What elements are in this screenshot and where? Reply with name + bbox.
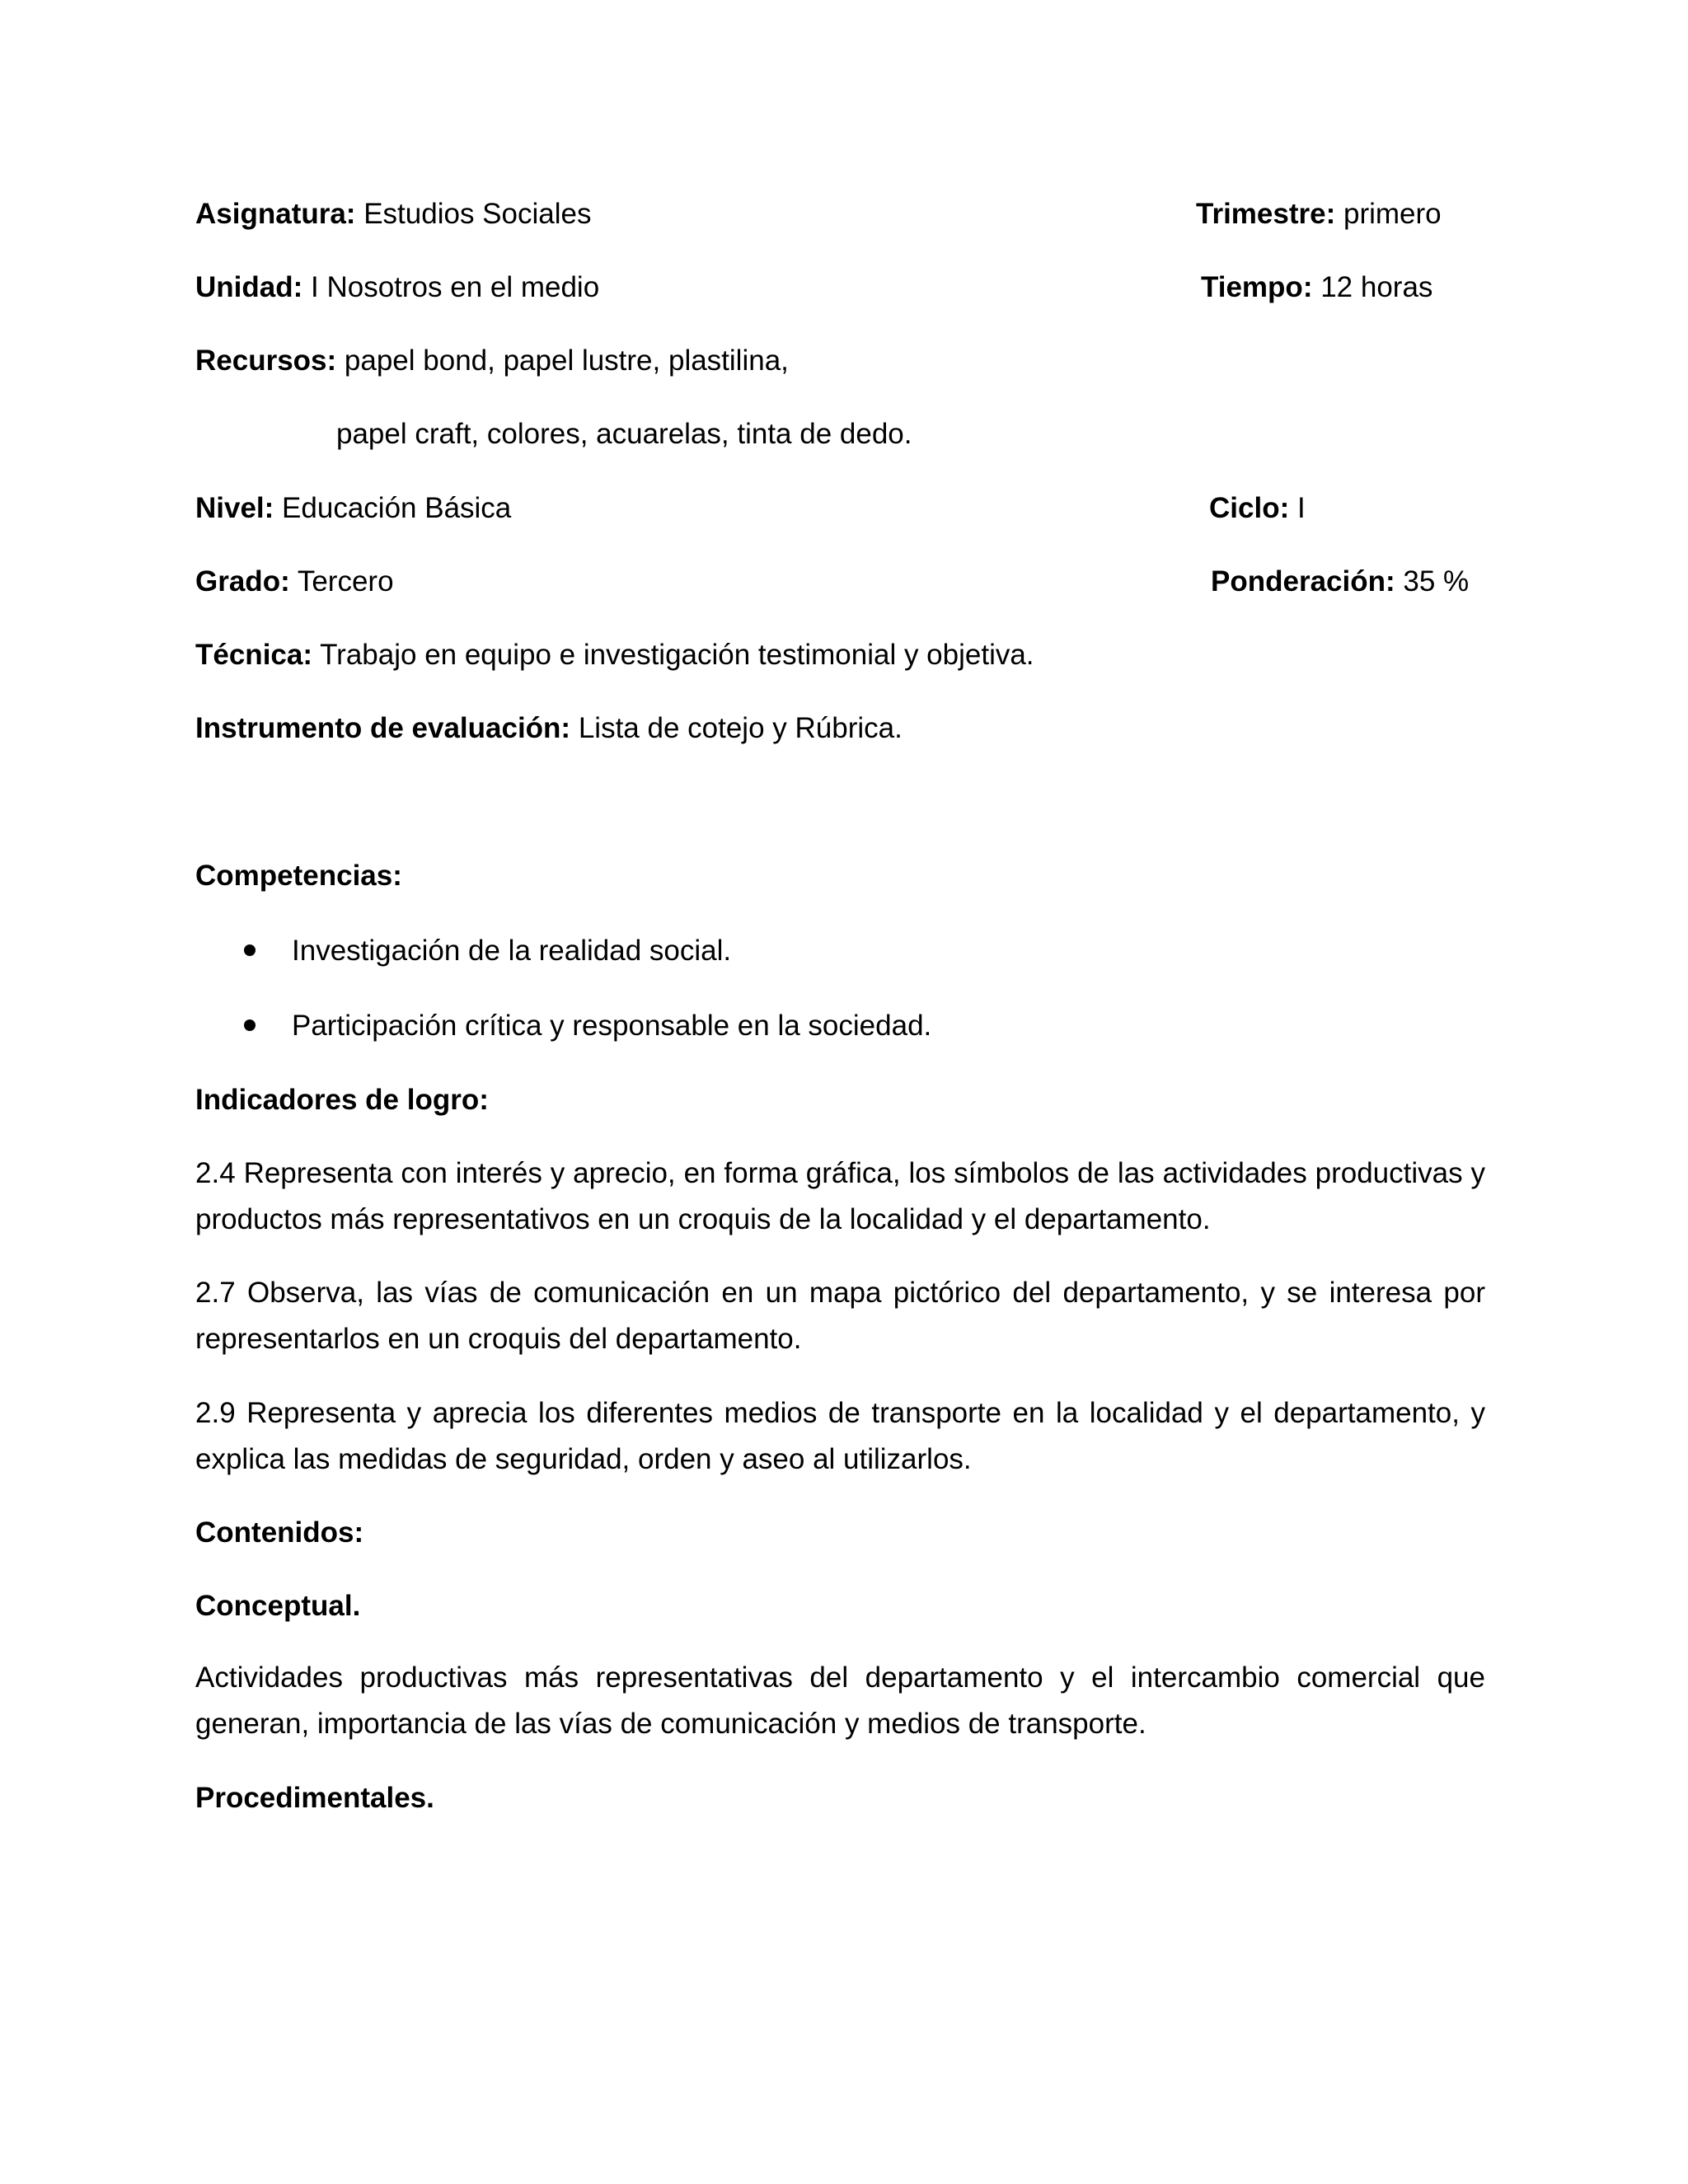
- recursos-line: [195, 343, 789, 379]
- indicador-paragraph: 2.4 Representa con interés y aprecio, en forma gráfica, los símbolos de las actividades productivas y productos más representativos en un croquis de la localidad y el departamento.: [195, 1157, 1485, 1235]
- nivel-label: Nivel:: [195, 492, 274, 524]
- asignatura-value: Estudios Sociales: [363, 198, 592, 230]
- nivel-value: Educación Básica: [282, 492, 512, 524]
- indicadores-heading: [195, 1082, 489, 1118]
- conceptual-paragraph: Actividades productivas más representativas del departamento y el intercambio comercial que generan, importancia de las vías de comunicación y medios de transporte.: [195, 1661, 1485, 1740]
- competencia-text: Investigación de la realidad social.: [292, 935, 732, 967]
- conceptual-heading-text: Conceptual.: [195, 1590, 361, 1622]
- ciclo-line: [1209, 490, 1306, 527]
- contenidos-heading: [195, 1515, 363, 1551]
- tiempo-value: 12 horas: [1320, 271, 1433, 303]
- competencia-text: Participación crítica y responsable en la sociedad.: [292, 1010, 932, 1042]
- tiempo-line: [1201, 269, 1432, 306]
- conceptual-heading: [195, 1588, 360, 1624]
- recursos-value: papel bond, papel lustre, plastilina,: [344, 344, 789, 377]
- trimestre-value: primero: [1343, 198, 1442, 230]
- ciclo-value: I: [1296, 492, 1306, 524]
- tiempo-label: Tiempo:: [1201, 271, 1313, 303]
- asignatura-line: [195, 196, 591, 232]
- competencias-heading: [195, 858, 402, 894]
- indicadores-heading-text: Indicadores de logro:: [195, 1084, 489, 1116]
- procedimentales-heading-text: Procedimentales.: [195, 1782, 434, 1814]
- contenidos-heading-text: Contenidos:: [195, 1516, 364, 1549]
- trimestre-line: [1196, 196, 1442, 232]
- instrumento-line: [195, 710, 903, 747]
- indicador-paragraph: 2.9 Representa y aprecia los diferentes medios de transporte en la localidad y el departamento, y explica las medidas de seguridad, orden y aseo al utilizarlos.: [195, 1397, 1485, 1475]
- instrumento-value: Lista de cotejo y Rúbrica.: [578, 712, 903, 744]
- bullet-icon: [244, 944, 256, 956]
- ponderacion-value: 35 %: [1403, 565, 1470, 598]
- grado-line: [195, 564, 394, 600]
- unidad-line: [195, 269, 599, 306]
- procedimentales-heading: [195, 1780, 434, 1816]
- competencia-item: [244, 933, 731, 969]
- competencias-heading-text: Competencias:: [195, 860, 402, 892]
- indicador-paragraph: 2.7 Observa, las vías de comunicación en un mapa pictórico del departamento, y se interesa por representarlos en un croquis del departamento.: [195, 1277, 1485, 1355]
- grado-value: Tercero: [297, 565, 394, 598]
- ponderacion-line: [1211, 564, 1469, 600]
- ponderacion-label: Ponderación:: [1211, 565, 1395, 598]
- recursos-label: Recursos:: [195, 344, 337, 377]
- instrumento-label: Instrumento de evaluación:: [195, 712, 571, 744]
- nivel-line: [195, 490, 511, 527]
- competencia-item: [244, 1008, 931, 1044]
- grado-label: Grado:: [195, 565, 290, 598]
- trimestre-label: Trimestre:: [1196, 198, 1336, 230]
- recursos-continuation: papel craft, colores, acuarelas, tinta de dedo.: [336, 418, 912, 450]
- asignatura-label: Asignatura:: [195, 198, 356, 230]
- tecnica-value: Trabajo en equipo e investigación testimonial y objetiva.: [320, 639, 1034, 671]
- ciclo-label: Ciclo:: [1209, 492, 1290, 524]
- unidad-value: I Nosotros en el medio: [311, 271, 600, 303]
- unidad-label: Unidad:: [195, 271, 303, 303]
- bullet-icon: [244, 1019, 256, 1031]
- tecnica-label: Técnica:: [195, 639, 312, 671]
- tecnica-line: [195, 637, 1034, 673]
